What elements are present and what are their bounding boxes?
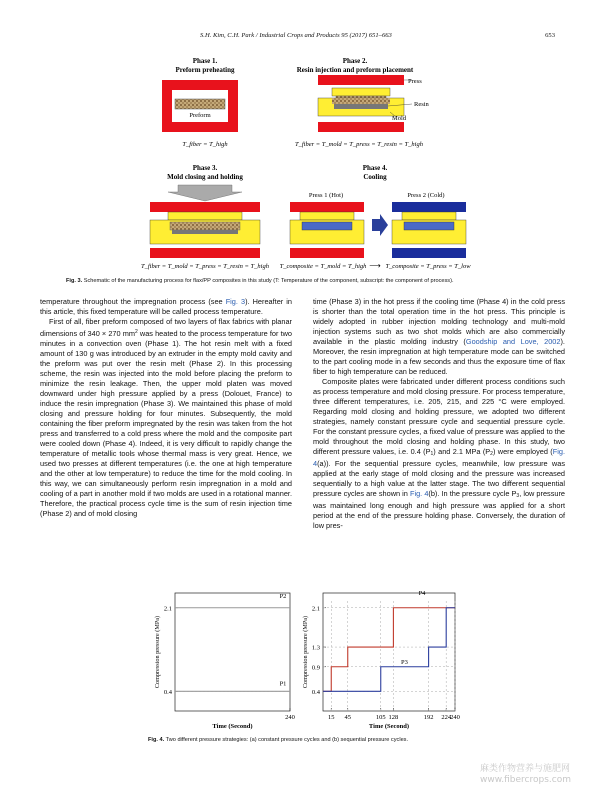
chart-b-y-tick-label: 0.9 xyxy=(311,664,320,672)
phase1-subtitle: Preform preheating xyxy=(175,66,235,74)
chart-b-x-tick-label: 224 xyxy=(441,714,452,721)
chart-b-x-tick-label: 15 xyxy=(328,714,335,721)
chart-b-x-label: Time (Second) xyxy=(368,723,410,730)
phase3-subtitle: Mold closing and holding xyxy=(167,173,243,181)
phase4-subtitle: Cooling xyxy=(363,173,387,181)
press-label: Press xyxy=(408,78,422,85)
chart-a-x-label: Time (Second) xyxy=(212,723,253,730)
phase4-equation-cold: T_composite = T_press = T_low xyxy=(385,263,471,270)
watermark-line2: www.fibercrops.com xyxy=(480,775,571,785)
chart-b-label-p3: P3 xyxy=(400,658,408,666)
chart-a-label-p1: P1 xyxy=(279,680,287,688)
chart-a-x-tick-label: 240 xyxy=(285,714,295,721)
phase2-equation: T_fiber = T_mold = T_press = T_resin = T_high xyxy=(295,141,423,148)
chart-b-y-tick-label: 2.1 xyxy=(311,605,320,613)
phase2-title: Phase 2. xyxy=(342,57,368,65)
left-p1-text: temperature throughout the impregnation process (see xyxy=(40,297,226,306)
figure-3-caption-label: Fig. 3. xyxy=(66,278,83,284)
fig4a-link[interactable]: Fig. 4 xyxy=(313,447,565,468)
right-p2-d: (a)). For the sequential pressure cycles, meanwhile, low pressure was applied at the early stage of mold closing and the pressure was increased sequentially to a high value at the latter stage. The two different sequential pressure cycles are shown in xyxy=(313,459,565,498)
preform-label: Preform xyxy=(189,112,211,119)
equation-arrow-icon: ⟶ xyxy=(369,261,381,270)
chart-b-y-tick-label: 0.4 xyxy=(311,688,320,696)
journal-citation: S.H. Kim, C.H. Park / Industrial Crops and Products 95 (2017) 651–663 xyxy=(200,32,392,39)
figure-3-caption-text: Schematic of the manufacturing process for flax/PP composites in this study (T: Temperature of the component, subscript: the component of process). xyxy=(83,278,454,284)
fig4b-link[interactable]: Fig. 4 xyxy=(409,489,429,498)
right-p2-e: (b). In the pressure cycle P xyxy=(428,489,517,498)
phase3-equation: T_fiber = T_mold = T_press = T_resin = T_high xyxy=(141,263,269,270)
chart-b-frame xyxy=(323,593,455,711)
right-p2-text: Composite plates were fabricated under different process conditions such as process temperature and mold closing pressure. For process temperature, three different temperatures, i.e. 205, 215, and 225 °C were employed. Regarding mold closing and holding pressure, we adopted two different strategies, namely constant pressure cycle and sequential pressure cycle. For the constant pressure cycles, a fixed value of pressure was applied to the mold throughout the mold closing and holding phase. In this study, two different pressure values, i.e. 0.4 (P xyxy=(313,377,565,456)
subscript: 1 xyxy=(430,451,434,457)
chart-a-frame xyxy=(175,593,290,711)
chart-b-y-tick-label: 1.3 xyxy=(311,644,320,652)
chart-a-y-label: Compression pressure (MPa) xyxy=(154,615,161,689)
chart-a-y-tick-label: 2.1 xyxy=(163,605,172,613)
figure-4-caption xyxy=(148,737,408,743)
phase4-equation-hot: T_composite = T_mold = T_high xyxy=(279,263,367,270)
chart-b-x-tick-label: 192 xyxy=(423,714,434,721)
press1-label: Press 1 (Hot) xyxy=(308,192,344,199)
chart-b-x-tick-label: 45 xyxy=(344,714,351,721)
right-p2-f: , low pressure was maintained long enough and high pressure was applied for a short period at the end of the pressure holding phase. Conversely, the duration of low pres- xyxy=(313,489,565,530)
page-number: 653 xyxy=(545,32,555,39)
goodship-love-link[interactable]: Goodship and Love, 2002 xyxy=(465,337,561,346)
phase1-title: Phase 1. xyxy=(192,57,218,65)
chart-a-label-p2: P2 xyxy=(279,592,287,600)
resin-label: Resin xyxy=(414,101,429,108)
right-p1-text: time (Phase 3) in the hot press if the cooling time (Phase 4) in the cold press is shorter than the total operation time in the hot press. This principle is widely adopted in rubber injection molding technology and multi-mold injection systems such as two shot molds which are also commercially available in the plastic molding industry ( xyxy=(313,297,565,346)
right-p1-end: ). Moreover, the resin impregnation at high temperature mode can be switched to the part cooling mode in a few seconds and thus the exposure time of flax fiber to high temperature can be reduced. xyxy=(313,337,565,376)
right-p2-c: ) were employed ( xyxy=(492,447,553,456)
phase4-title: Phase 4. xyxy=(362,164,388,172)
chart-b-x-tick-label: 105 xyxy=(375,714,386,721)
chart-a-y-tick-label: 0.4 xyxy=(163,688,172,696)
watermark-line1: 麻类作物营养与施肥网 xyxy=(480,764,571,774)
chart-b-y-label: Compression pressure (MPa) xyxy=(302,615,309,689)
phase3-title: Phase 3. xyxy=(192,164,218,172)
chart-b-series-p4 xyxy=(323,608,455,692)
figure-4-caption-label: Fig. 4. xyxy=(148,737,165,743)
subscript: 2 xyxy=(490,451,493,457)
mold-label: Mold xyxy=(392,115,407,122)
fig3-link[interactable]: Fig. 3 xyxy=(225,297,246,306)
left-p2-text: First of all, fiber preform composed of two layers of flax fabrics with planar dimensions of 340 × 270 mm xyxy=(40,317,292,338)
chart-b-label-p4: P4 xyxy=(418,590,426,597)
chart-b-x-tick-label: 240 xyxy=(450,714,460,721)
phase2-subtitle: Resin injection and preform placement xyxy=(296,66,414,74)
left-p1-end: ). Hereafter in this article, this fixed temperature will be called process temperature. xyxy=(40,297,292,316)
right-p2-b: ) and 2.1 MPa (P xyxy=(433,447,491,456)
chart-b-x-tick-label: 128 xyxy=(388,714,399,721)
chart-b-series-p3 xyxy=(323,608,455,692)
watermark xyxy=(480,764,571,786)
press2-label: Press 2 (Cold) xyxy=(407,192,445,199)
left-p2-cont: was heated to the process temperature for two minutes in a convection oven (Phase 1). The hot resin melt with a fixed amount of 130 g was introduced by an extruder in the empty mold cavity and the preform was put over the resin melt (Phase 2). In this processing scheme, the resin was injected into the mold before placing the preform to minimize the resin leakage. Then, the upper mold platen was moved downward under high pressure applied by a press (Dolouet, France) to induce the resin impregnation (Phase 3). We maintained this phase of mold closing and pressure holding for four minutes. Subsequently, the mold containing the fiber preform impregnated by the resin was taken from the hot press and transferred to a cold press where the mold and the composite part were cooled down (Phase 4). Indeed, it is very difficult to rapidly change the temperature of metallic tools whose thermal mass is very great. Hence, we used two presses at different temperatures (i.e. the one at high temperature and the other at low temperature) to reduce the time for the mold cooling. In this way, we can simultaneously perform resin impregnation in a mold and cooling of a part in another mold if two molds are used in a rotational manner. Therefore, the practical process cycle time is the sum of resin injection time (Phase 2) and of mold closing xyxy=(40,329,292,518)
subscript: 3 xyxy=(516,493,520,499)
figure-4-caption-text: Two different pressure strategies: (a) constant pressure cycles and (b) sequential pressure cycles. xyxy=(165,737,409,743)
phase1-equation: T_fiber = T_high xyxy=(182,141,228,148)
superscript: 2 xyxy=(134,329,138,335)
